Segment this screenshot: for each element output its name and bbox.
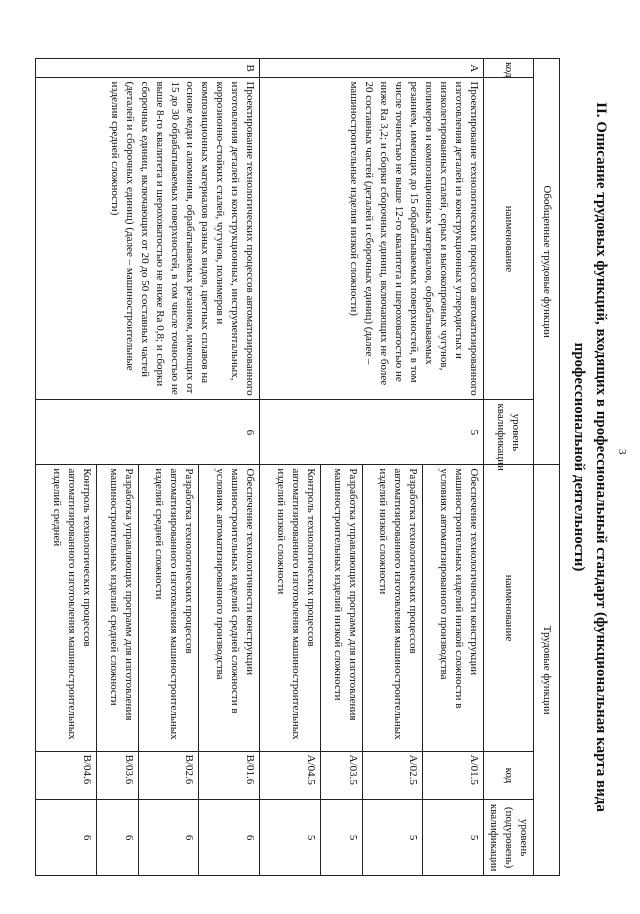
function-name: Разработка технологических процессов автоматизированного изготовления машиностроительных изделий низкой сложности — [362, 465, 423, 751]
header-code-2: код — [484, 751, 534, 800]
header-generalized: Обобщенные трудовые функции — [534, 59, 560, 465]
function-level: 5 — [423, 800, 484, 876]
group-code: A — [260, 59, 484, 78]
function-level: 6 — [36, 800, 97, 876]
section-title: II. Описание трудовых функций, входящих в профессиональный стандарт (функциональная карта вида профессиональной деятельности) — [571, 102, 609, 812]
function-code: A/02.5 — [362, 751, 423, 800]
page-number: 3 — [616, 449, 628, 455]
function-code: A/03.5 — [320, 751, 362, 800]
header-name-1: наименование — [484, 78, 534, 400]
group-name: Проектирование технологических процессов автоматизированного изготовления деталей из конструкционных углеродистых и низколегированных сталей, серых и высокопрочных чугунов, полимеров и композиционных материалов, обрабатываемых резанием, имеющих до 15 обрабатываемых поверхностей, в том числе точностью не выше 12-го квалитета и шероховатостью не ниже Ra 3,2; и сборки сборочных единиц, включающих не более 20 составных частей (деталей и сборочных единиц) (далее – машиностроительные изделия низкой сложности) — [260, 78, 484, 400]
function-code: A/04.5 — [260, 751, 321, 800]
group-code: B — [36, 59, 260, 78]
function-name: Обеспечение технологичности конструкции машиностроительных изделий низкой сложности в условиях автоматизированного производства — [423, 465, 484, 751]
group-name: Проектирование технологических процессов автоматизированного изготовления деталей из конструкционных, инструментальных, коррозионно-стойких сталей, чугунов, полимеров и композиционных материалов разных видов, цветных сплавов на основе меди и алюминия, обрабатываемых резанием, имеющих от 15 до 30 обрабатываемых поверхностей, в том числе точностью не выше 8-го квалитета и шероховатостью не ниже Ra 0,8; и сборки сборочных единиц, включающих от 20 до 50 составных частей (деталей и сборочных единиц) (далее – машиностроительные изделия средней сложности) — [36, 78, 260, 400]
header-qual-level: уровень квалификации — [484, 400, 534, 465]
header-row-groups — [534, 59, 560, 876]
function-level: 5 — [320, 800, 362, 876]
group-level: 6 — [36, 400, 260, 465]
function-level: 6 — [96, 800, 138, 876]
function-code: A/01.5 — [423, 751, 484, 800]
function-name: Разработка управляющих программ для изготовления машиностроительных изделий низкой сложности — [320, 465, 362, 751]
header-name-2: наименование — [484, 465, 534, 751]
header-sublevel: уровень (подуровень) квалификации — [484, 800, 534, 876]
function-code: B/04.6 — [36, 751, 97, 800]
function-level: 5 — [260, 800, 321, 876]
function-code: B/03.6 — [96, 751, 138, 800]
function-name: Разработка технологических процессов автоматизированного изготовления машиностроительных изделий средней сложности — [138, 465, 199, 751]
function-name: Контроль технологических процессов автоматизированного изготовления машиностроительных изделий средней — [36, 465, 97, 751]
header-labor-functions: Трудовые функции — [534, 465, 560, 876]
function-name: Разработка управляющих программ для изготовления машиностроительных изделий средней сложности — [96, 465, 138, 751]
function-name: Обеспечение технологичности конструкции машиностроительных изделий средней сложности в условиях автоматизированного производства — [199, 465, 260, 751]
function-code: B/01.6 — [199, 751, 260, 800]
functional-map-table — [35, 58, 560, 876]
function-level: 6 — [199, 800, 260, 876]
group-level: 5 — [260, 400, 484, 465]
function-level: 6 — [138, 800, 199, 876]
function-level: 5 — [362, 800, 423, 876]
header-row-columns — [484, 59, 534, 876]
table-row — [423, 59, 484, 876]
table-row — [199, 59, 260, 876]
function-name: Контроль технологических процессов автоматизированного изготовления машиностроительных изделий низкой сложности — [260, 465, 321, 751]
header-code-1: код — [484, 59, 534, 78]
function-code: B/02.6 — [138, 751, 199, 800]
